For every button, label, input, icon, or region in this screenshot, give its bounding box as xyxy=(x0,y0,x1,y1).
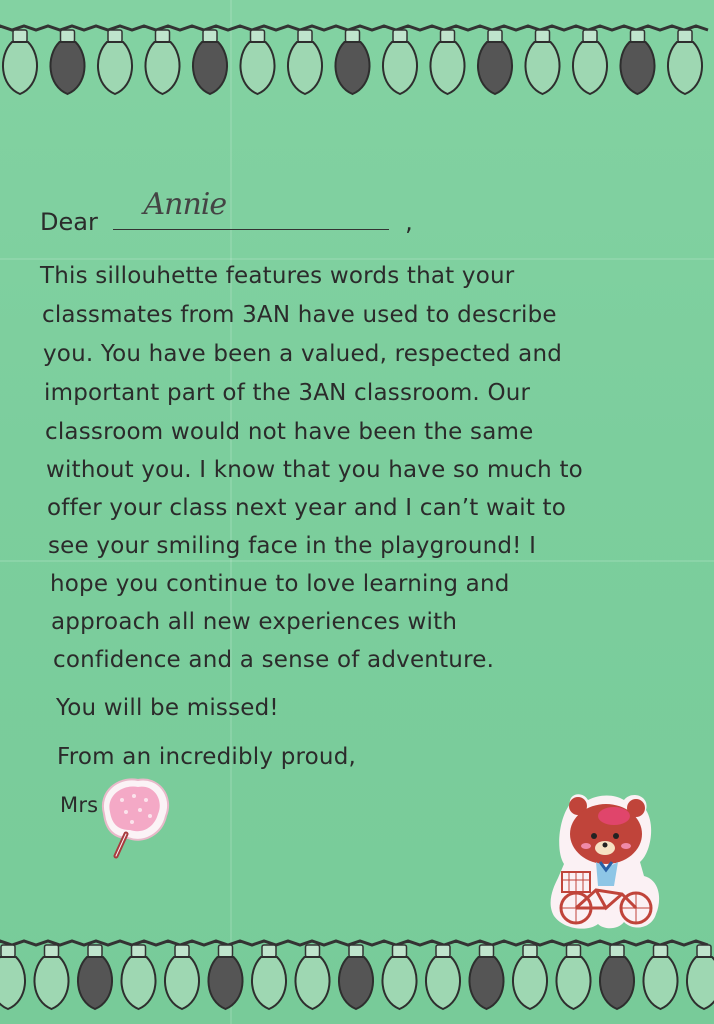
light-bulb xyxy=(0,945,25,1009)
salutation xyxy=(40,187,413,236)
light-bulb xyxy=(50,30,84,94)
greeting-text: Dear xyxy=(40,208,98,236)
light-bulb xyxy=(145,30,179,94)
body-line: approach all new experiences with xyxy=(51,609,458,635)
light-bulb xyxy=(34,945,68,1009)
light-bulb xyxy=(573,30,607,94)
body-line: important part of the 3AN classroom. Our xyxy=(44,380,531,406)
name-line xyxy=(113,187,389,230)
light-bulb xyxy=(339,945,373,1009)
body-line: without you. I know that you have so much to xyxy=(46,457,583,483)
light-bulb xyxy=(98,30,132,94)
light-bulb xyxy=(430,30,464,94)
body-line: offer your class next year and I can’t wait to xyxy=(47,495,567,521)
light-bulb xyxy=(525,30,559,94)
missed-line: You will be missed! xyxy=(56,695,279,721)
greeting-comma: , xyxy=(405,208,413,236)
recipient-name: Annie xyxy=(143,187,227,222)
light-bulbs-icon xyxy=(0,935,714,1024)
top-light-bulb-border xyxy=(0,20,714,110)
light-bulb xyxy=(383,30,417,94)
light-bulb xyxy=(78,945,112,1009)
light-bulb xyxy=(513,945,547,1009)
light-bulb xyxy=(208,945,242,1009)
light-bulb xyxy=(469,945,503,1009)
light-bulb xyxy=(426,945,460,1009)
light-bulb xyxy=(121,945,155,1009)
light-bulb xyxy=(3,30,37,94)
lollipop-sticker xyxy=(96,774,176,874)
body-line: see your smiling face in the playground! I xyxy=(48,533,537,559)
light-bulb xyxy=(193,30,227,94)
light-bulbs-icon xyxy=(0,20,714,110)
paper-crease xyxy=(0,560,714,562)
body-line: confidence and a sense of adventure. xyxy=(53,647,495,673)
paper-crease xyxy=(0,258,714,260)
signature-partial: Mrs xyxy=(60,793,99,817)
lollipop-icon xyxy=(96,774,176,870)
light-bulb xyxy=(668,30,702,94)
closing-line: From an incredibly proud, xyxy=(57,744,357,770)
light-bulb xyxy=(600,945,634,1009)
light-bulb xyxy=(620,30,654,94)
light-bulb xyxy=(240,30,274,94)
light-bulb xyxy=(382,945,416,1009)
body-line: you. You have been a valued, respected and xyxy=(43,341,563,367)
body-line: hope you continue to love learning and xyxy=(50,571,510,597)
light-bulb xyxy=(335,30,369,94)
light-bulb xyxy=(165,945,199,1009)
light-bulb xyxy=(556,945,590,1009)
light-bulb xyxy=(478,30,512,94)
body-line: This sillouhette features words that your xyxy=(40,263,515,289)
light-bulb xyxy=(252,945,286,1009)
body-line: classroom would not have been the same xyxy=(45,419,534,445)
bear-on-bicycle-icon xyxy=(548,790,664,936)
light-bulb xyxy=(687,945,714,1009)
bottom-light-bulb-border xyxy=(0,935,714,1024)
bear-bicycle-sticker xyxy=(548,790,664,940)
light-bulb xyxy=(643,945,677,1009)
light-bulb xyxy=(295,945,329,1009)
body-line: classmates from 3AN have used to describe xyxy=(42,302,557,328)
light-bulb xyxy=(288,30,322,94)
